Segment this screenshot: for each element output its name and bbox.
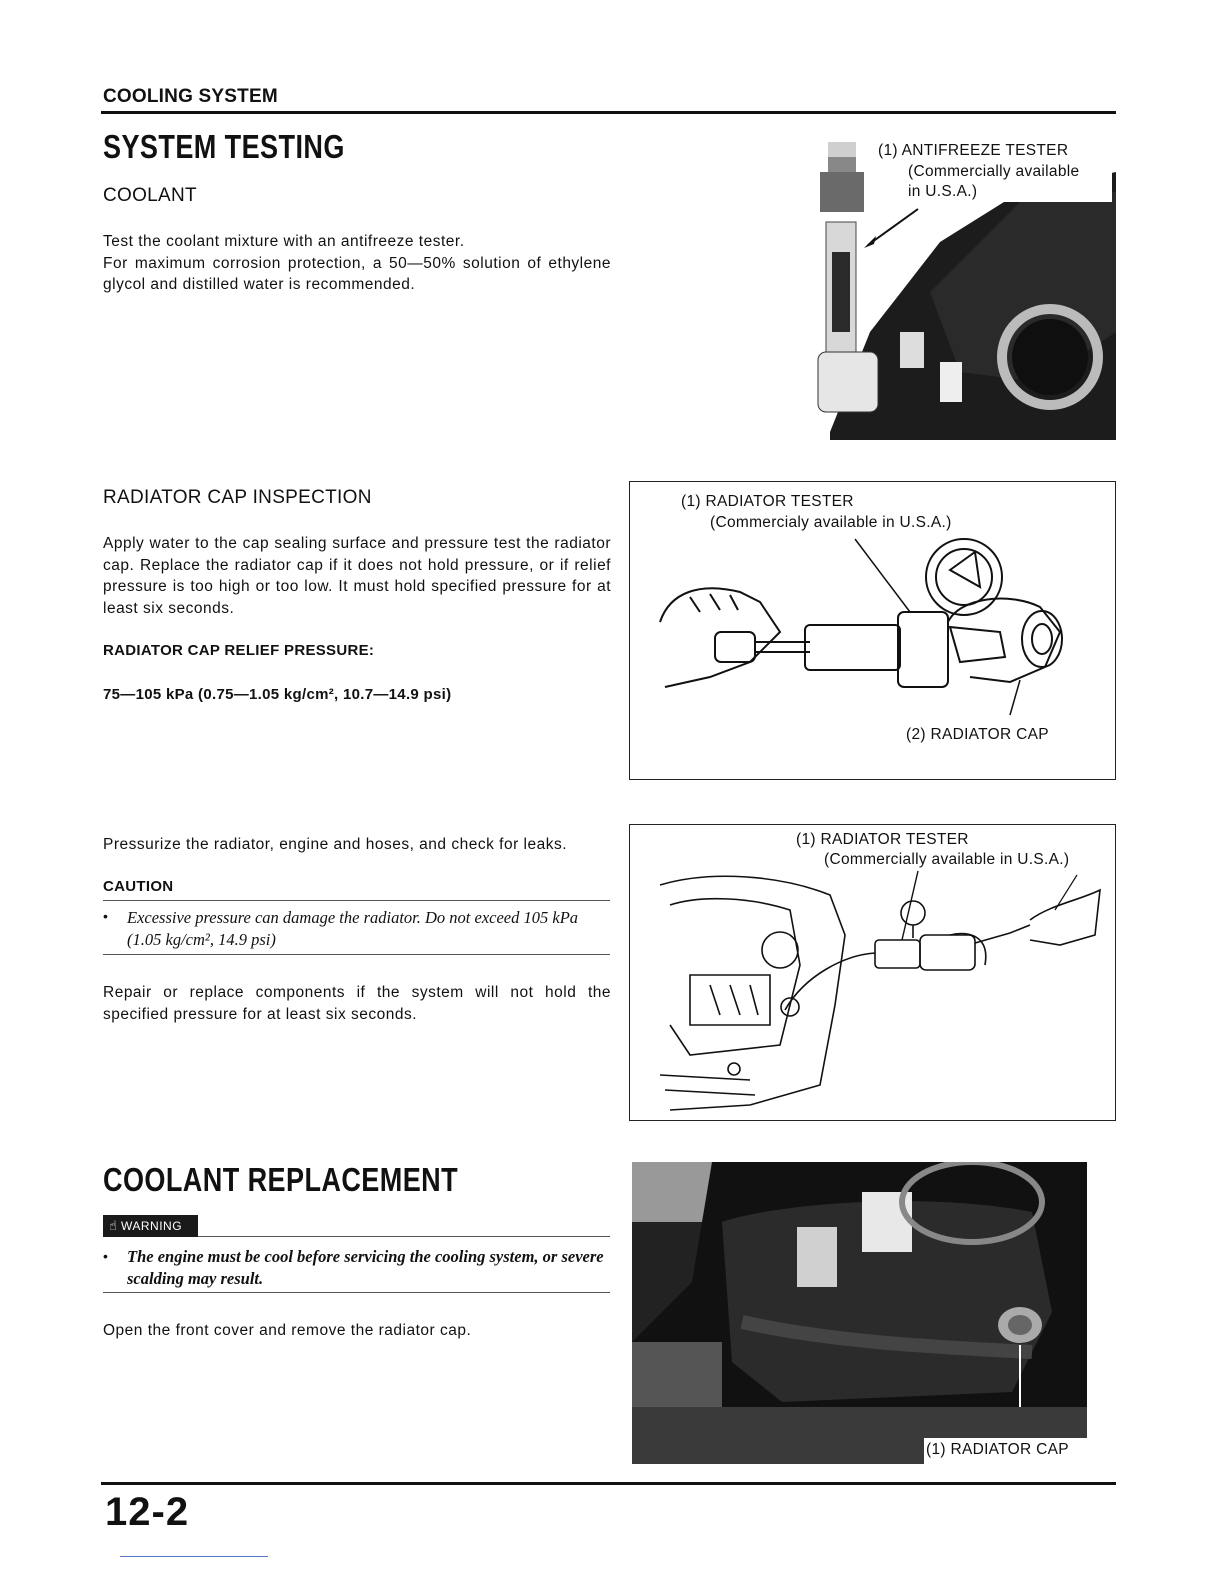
warning-label: WARNING — [121, 1219, 183, 1233]
header-rule — [101, 111, 1116, 114]
coolant-line-1: Test the coolant mixture with an antifreeze tester. — [103, 233, 465, 250]
page-number: 12-2 — [105, 1490, 190, 1534]
fig2-label-2: (2) RADIATOR CAP — [906, 726, 1049, 743]
caution-label: CAUTION — [103, 878, 174, 895]
coolant-replacement-title: COOLANT REPLACEMENT — [103, 1161, 459, 1198]
fig1-label-sub1: (Commercially available — [908, 163, 1080, 180]
footer-rule — [101, 1482, 1116, 1485]
repair-text: Repair or replace components if the system will not hold the specified pressure for at least six seconds. — [103, 984, 611, 1023]
caution-rule-top — [103, 900, 610, 901]
caution-text: Excessive pressure can damage the radiator. Do not exceed 105 kPa (1.05 kg/cm², 14.9 psi) — [127, 908, 579, 949]
fig4-label: (1) RADIATOR CAP — [926, 1441, 1069, 1458]
fig1-label-sub2: in U.S.A.) — [908, 183, 978, 200]
pressurize-text: Pressurize the radiator, engine and hoses, and check for leaks. — [103, 836, 568, 853]
warning-rule-bottom — [103, 1292, 610, 1293]
system-testing-title: SYSTEM TESTING — [103, 128, 345, 165]
section-header: COOLING SYSTEM — [103, 86, 278, 107]
remove-cap-instruction: Open the front cover and remove the radiator cap. — [103, 1322, 472, 1339]
relief-pressure-value: 75—105 kPa (0.75—1.05 kg/cm², 10.7—14.9 psi) — [103, 686, 452, 703]
coolant-line-2: For maximum corrosion protection, a 50—50% solution of ethylene glycol and distilled water is recommended. — [103, 254, 611, 293]
radiator-cap-photo-art — [632, 1162, 1087, 1464]
warning-hand-icon: ☝ — [109, 1218, 118, 1233]
relief-pressure-label: RADIATOR CAP RELIEF PRESSURE: — [103, 642, 375, 659]
coolant-text — [103, 231, 611, 296]
warning-bullet: • — [103, 1248, 108, 1264]
fig2-label-1: (1) RADIATOR TESTER — [681, 493, 854, 510]
radiator-cap-text: Apply water to the cap sealing surface and pressure test the radiator cap. Replace the radiator cap if it does not hold pressure, or if relief pressure is too high or too low. It must hold specified pressure for at least six seconds. — [103, 535, 611, 617]
fig3-label-1-sub: (Commercially available in U.S.A.) — [824, 851, 1070, 868]
coolant-subtitle: COOLANT — [103, 185, 197, 206]
fig1-label: (1) ANTIFREEZE TESTER — [878, 142, 1069, 159]
fig2-label-1-sub: (Commercialy available in U.S.A.) — [710, 514, 952, 531]
radiator-cap-photo — [632, 1162, 1087, 1464]
warning-text: The engine must be cool before servicing the cooling system, or severe scalding may result. — [127, 1247, 604, 1288]
radiator-cap-subtitle: RADIATOR CAP INSPECTION — [103, 487, 372, 508]
warning-rule-top — [198, 1236, 610, 1237]
footer-link-rule — [120, 1556, 268, 1557]
caution-rule-bottom — [103, 954, 610, 955]
warning-badge — [103, 1215, 198, 1237]
caution-bullet: • — [103, 908, 108, 924]
fig3-label-1: (1) RADIATOR TESTER — [796, 831, 969, 848]
